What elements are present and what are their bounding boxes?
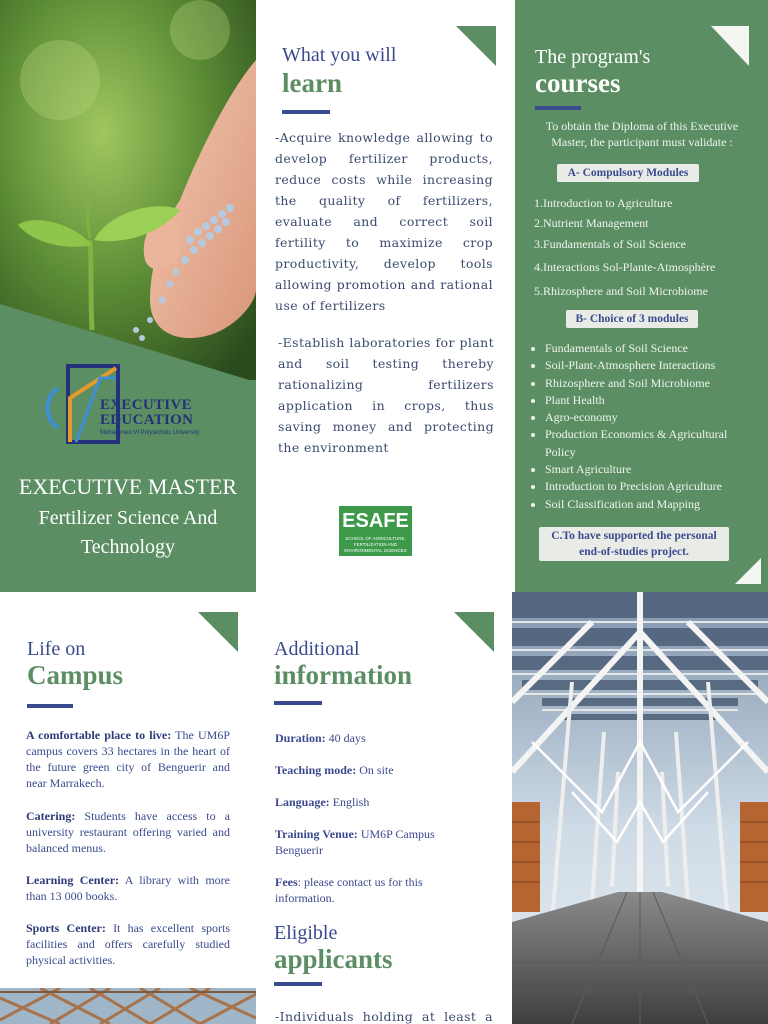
learn-panel bbox=[256, 0, 515, 592]
campus-item-text: The UM6P campus covers 33 hectares in the heart of the future green city of Benguerir and near Marrakech. bbox=[26, 728, 231, 790]
corner-triangle-icon bbox=[454, 612, 494, 652]
courses-intro: To obtain the Diploma of this Executive Master, the participant must validate : bbox=[545, 119, 739, 149]
campus-heading-rule bbox=[27, 704, 73, 708]
additional-heading-big: information bbox=[274, 660, 412, 690]
learn-heading-rule bbox=[282, 110, 330, 114]
campus-panel bbox=[0, 592, 256, 1024]
info-label: Language: bbox=[275, 795, 330, 809]
info-teaching-mode bbox=[275, 762, 495, 778]
esafe-logo-text: ESAFE bbox=[342, 510, 409, 532]
additional-info-panel bbox=[256, 592, 512, 1024]
additional-heading-rule bbox=[274, 701, 322, 705]
compulsory-module-item: 3.Fundamentals of Soil Science bbox=[534, 237, 686, 251]
courses-heading-rule bbox=[535, 106, 581, 110]
info-language bbox=[275, 794, 495, 810]
choice-module-item: • Plant Health bbox=[545, 392, 759, 409]
choice-modules-label: B- Choice of 3 modules bbox=[566, 310, 698, 328]
logo-line2: EDUCATION bbox=[100, 412, 194, 428]
master-subtitle-line1: Fertilizer Science And bbox=[38, 507, 218, 529]
compulsory-module-item: 4.Interactions Sol-Plante-Atmosphère bbox=[534, 260, 716, 274]
campus-item-catering bbox=[26, 808, 230, 856]
eligible-heading-rule bbox=[274, 982, 322, 986]
info-value: 40 days bbox=[325, 731, 366, 745]
info-fees bbox=[275, 874, 455, 906]
choice-module-item: • Soil Classification and Mapping bbox=[545, 496, 759, 513]
compulsory-module-item: 2.Nutrient Management bbox=[534, 216, 649, 230]
campus-canopy-photo-panel bbox=[512, 592, 768, 1024]
logo-line1: EXECUTIVE bbox=[100, 397, 192, 413]
personal-project-label bbox=[539, 527, 729, 561]
campus-item-learning bbox=[26, 872, 230, 904]
choice-module-item: • Smart Agriculture bbox=[545, 461, 759, 478]
eligible-heading-small: Eligible bbox=[274, 922, 338, 944]
campus-heading-big: Campus bbox=[27, 660, 124, 690]
info-label: Teaching mode: bbox=[275, 763, 357, 777]
choice-module-item: • Production Economics & Agricultural Policy bbox=[545, 426, 759, 461]
campus-item-label: Catering: bbox=[26, 809, 76, 823]
choice-module-item: • Soil-Plant-Atmosphere Interactions bbox=[545, 357, 759, 374]
learn-paragraph-2: -Establish laboratories for plant and soil testing thereby rationalizing fertilizers application in crops, thus saving money and protecting the environment bbox=[278, 335, 494, 455]
campus-item-text: Students have access to a university restaurant offering varied and balanced menus. bbox=[26, 809, 230, 855]
corner-triangle-icon bbox=[711, 26, 749, 66]
courses-heading-big: courses bbox=[535, 68, 621, 98]
campus-item-label: Learning Center: bbox=[26, 873, 120, 887]
info-label: Training Venue: bbox=[275, 827, 358, 841]
eligible-heading-big: applicants bbox=[274, 944, 393, 974]
info-value: On site bbox=[356, 763, 394, 777]
info-value: : please contact us for this information. bbox=[275, 875, 423, 905]
choice-module-item: • Rhizosphere and Soil Microbiome bbox=[545, 375, 759, 392]
learn-heading-big: learn bbox=[282, 68, 342, 98]
compulsory-modules-label: A- Compulsory Modules bbox=[557, 164, 699, 182]
campus-item-sports bbox=[26, 920, 230, 968]
master-subtitle-line2: Technology bbox=[80, 536, 176, 558]
info-value: English bbox=[329, 795, 370, 809]
info-training-venue bbox=[275, 826, 455, 858]
campus-item-living bbox=[26, 727, 230, 791]
courses-heading-small: The program's bbox=[535, 46, 651, 68]
choice-module-item: • Fundamentals of Soil Science bbox=[545, 340, 759, 357]
corner-triangle-icon bbox=[198, 612, 238, 652]
additional-heading-small: Additional bbox=[274, 638, 360, 660]
eligible-text: -Individuals holding at least a bbox=[275, 1009, 493, 1024]
campus-item-text: It has excellent sports facilities and offers carefully studied physical activities. bbox=[26, 921, 230, 967]
logo-line3: Mohammed VI Polytechnic University bbox=[100, 430, 200, 436]
campus-item-text: A library with more than 13 000 books. bbox=[26, 873, 230, 903]
choice-module-item: • Agro-economy bbox=[545, 409, 759, 426]
personal-project-line2: end-of-studies project. bbox=[579, 546, 689, 558]
esafe-logo-tagline: SCHOOL OF AGRICULTURE, FERTILIZATION AND ENVIRONMENTAL SCIENCES bbox=[344, 536, 407, 553]
campus-building-photo bbox=[0, 988, 256, 1024]
compulsory-module-item: 5.Rhizosphere and Soil Microbiome bbox=[534, 284, 708, 298]
master-subtitle bbox=[0, 504, 256, 562]
info-label: Fees bbox=[275, 875, 298, 889]
info-label: Duration: bbox=[275, 731, 326, 745]
cover-panel bbox=[0, 0, 256, 592]
esafe-logo bbox=[339, 506, 412, 556]
master-title: EXECUTIVE MASTER bbox=[18, 474, 238, 499]
corner-triangle-icon bbox=[456, 26, 496, 66]
campus-item-label: A comfortable place to live: bbox=[26, 728, 172, 742]
compulsory-module-item: 1.Introduction to Agriculture bbox=[534, 196, 673, 210]
choice-modules-list bbox=[537, 340, 759, 513]
campus-heading-small: Life on bbox=[27, 638, 86, 660]
learn-heading-small: What you will bbox=[282, 44, 397, 66]
corner-triangle-icon bbox=[735, 558, 761, 584]
learn-paragraph-1: -Acquire knowledge allowing to develop fertilizer products, reduce costs while increasing the quality of fertilizers, evaluate and correct soil fertility to maximize crop productivity, develop tools allowing promotion and rational use of fertilizers bbox=[275, 130, 493, 313]
campus-canopy-photo bbox=[512, 592, 768, 1024]
info-duration bbox=[275, 730, 495, 746]
info-value: UM6P Campus Benguerir bbox=[275, 827, 435, 857]
personal-project-line1: C.To have supported the personal bbox=[551, 530, 717, 542]
choice-module-item: • Introduction to Precision Agriculture bbox=[545, 478, 759, 495]
courses-panel bbox=[515, 0, 768, 592]
campus-item-label: Sports Center: bbox=[26, 921, 106, 935]
